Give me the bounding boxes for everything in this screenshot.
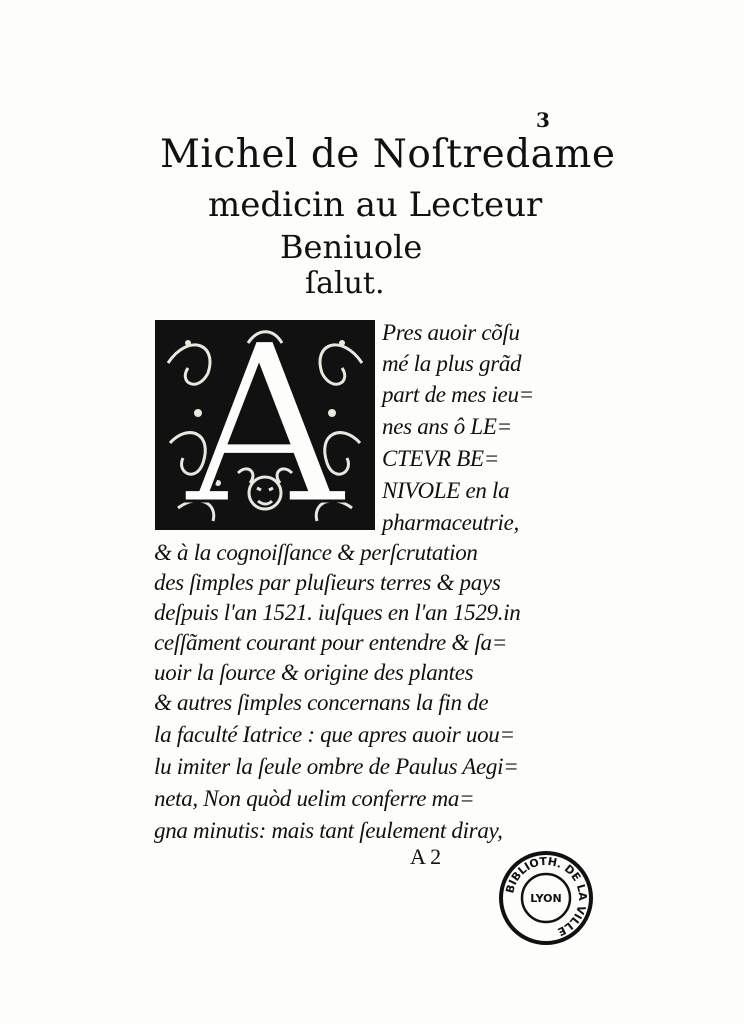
text-line: CTEVR BE= [382,446,499,471]
text-line: la faculté Iatrice : que apres auoir uou= [154,722,515,747]
ornamental-drop-cap [155,297,375,553]
text-line: lu imiter la ſeule ombre de Paulus Aegi= [154,754,519,779]
heading-line-2: medicin au Lecteur [208,185,543,225]
text-line: ceſſãment courant pour entendre & ſa= [154,630,507,655]
text-line: Pres auoir cõſu [382,320,520,345]
stamp-outer-text: BIBLIOTH. DE LA VILLE [503,854,590,939]
stamp-inner-text: LYON [530,892,562,905]
heading-line-4: ſalut. [305,266,385,301]
text-line: & à la cognoiſſance & perſcrutation [154,540,478,565]
text-line: neta, Non quòd uelim conferre ma= [154,786,475,811]
heading-line-3: Beniuole [280,228,423,266]
library-stamp-icon [498,850,594,946]
text-line: gna minutis: mais tant ſeulement diray, [154,818,503,843]
text-line: uoir la ſource & origine des plantes [154,660,474,685]
text-line: deſpuis l'an 1521. iuſques en l'an 1529.in [154,600,521,625]
heading-line-1: Michel de Noſtredame [160,132,616,177]
text-line: des ſimples par pluſieurs terres & pays [154,570,501,595]
text-line: NIVOLE en la [382,478,510,503]
text-line: nes ans ô LE= [382,414,512,439]
signature-mark: A 2 [410,844,442,869]
drop-cap-letter: A [185,297,345,553]
text-line: part de mes ieu= [382,382,534,407]
text-line: mé la plus grãd [382,351,522,376]
text-line: & autres ſimples concernans la fin de [154,690,489,715]
text-line: pharmaceutrie, [382,510,519,535]
page-number: 3 [536,108,550,132]
